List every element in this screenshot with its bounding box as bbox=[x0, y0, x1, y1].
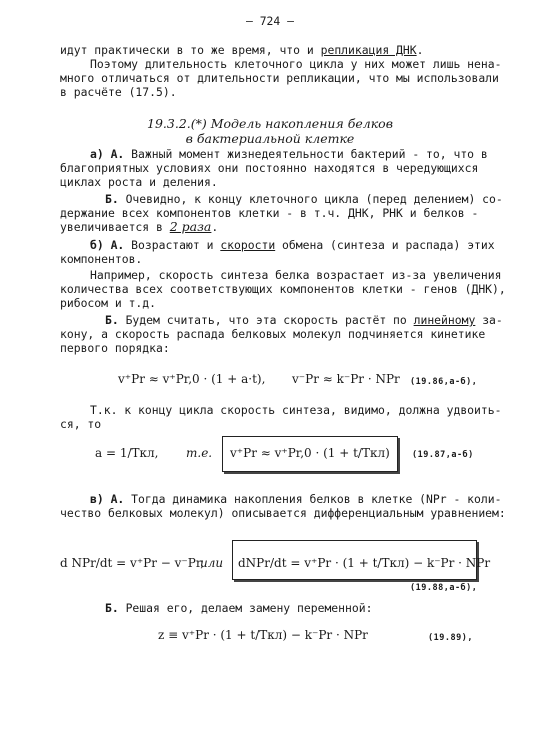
tk-line-2: ся, то bbox=[60, 417, 102, 431]
p1-line-2: Поэтому длительность клеточного цикла у них может лишь нена- bbox=[90, 57, 502, 71]
v-A-line-1 bbox=[90, 492, 501, 506]
eq-19-89-body: z ≡ v⁺Pr · (1 + t/Tкл) − k⁻Pr · NPr bbox=[158, 628, 368, 642]
a-B-label: Б. bbox=[105, 192, 119, 206]
section-title-line-2: в бактериальной клетке bbox=[185, 131, 355, 146]
eq-19-88-boxed: dNPr/dt = v⁺Pr · (1 + t/Tкл) − k⁻Pr · NPr bbox=[238, 556, 491, 570]
eq-19-89-label: (19.89), bbox=[428, 633, 473, 643]
a-B-line-3-end: . bbox=[211, 220, 219, 234]
b-A-line-1-end: обмена (синтеза и распада) этих bbox=[275, 238, 495, 252]
b-B-underlined-term: линейному bbox=[413, 313, 476, 327]
v-B-label: Б. bbox=[105, 601, 119, 615]
eq-19-87-ie: т.е. bbox=[186, 446, 213, 460]
a-B-line-2: держание всех компонентов клетки - в т.ч. ДНК, РНК и белков - bbox=[60, 206, 479, 220]
a-A-line-2: благоприятных условиях они постоянно находятся в чередующихся bbox=[60, 161, 479, 175]
page-number: – 724 – bbox=[245, 14, 294, 28]
a-A-line-3: циклах роста и деления. bbox=[60, 175, 218, 189]
p1-underlined-term: репликация ДНК bbox=[320, 43, 417, 57]
v-A-text: Тогда динамика накопления белков в клетке (NPr - коли- bbox=[131, 492, 502, 506]
v-B-line-1 bbox=[105, 601, 372, 615]
b-A-line-1 bbox=[90, 238, 495, 252]
b-B-line-1-end: за- bbox=[475, 313, 503, 327]
b-A-line-2: компонентов. bbox=[60, 252, 143, 266]
a-A-text: Важный момент жизнедеятельности бактерий - то, что в bbox=[131, 147, 488, 161]
a-B-underlined-term: 2 раза bbox=[169, 219, 212, 234]
p1-line-1-end: . bbox=[416, 43, 424, 57]
b-A-label: б) А. bbox=[90, 238, 125, 252]
p1-line-4: в расчёте (17.5). bbox=[60, 85, 177, 99]
a-B-text: Очевидно, к концу клеточного цикла (перед делением) со- bbox=[125, 192, 503, 206]
b-B-line-2: кону, а скорость распада белковых молекул подчиняется кинетике bbox=[60, 327, 486, 341]
example-line-1: Например, скорость синтеза белка возрастает из-за увеличения bbox=[90, 268, 502, 282]
p1-line-3: много отличаться от длительности репликации, что мы использовали bbox=[60, 71, 499, 85]
p1-line-1-text: идут практически в то же время, что и bbox=[60, 43, 321, 57]
v-B-text: Решая его, делаем замену переменной: bbox=[125, 601, 373, 615]
example-line-2: количества всех соответствующих компонентов клетки - генов (ДНК), bbox=[60, 282, 506, 296]
v-A-line-2: чество белковых молекул) описывается дифференциальным уравнением: bbox=[60, 506, 506, 520]
b-B-label: Б. bbox=[105, 313, 119, 327]
eq-19-86-right: v⁻Pr ≈ k⁻Pr · NPr bbox=[292, 372, 400, 386]
b-A-text: Возрастают и bbox=[131, 238, 221, 252]
eq-19-87-left: a = 1/Tкл, bbox=[95, 446, 159, 460]
a-A-label: а) А. bbox=[90, 147, 125, 161]
b-B-line-3: первого порядка: bbox=[60, 341, 170, 355]
b-B-text: Будем считать, что эта скорость растёт по bbox=[125, 313, 414, 327]
a-B-line-3-text: увеличивается в bbox=[60, 220, 170, 234]
v-A-label: в) А. bbox=[90, 492, 125, 506]
eq-19-88-left: d NPr/dt = v⁺Pr − v⁻Pr, bbox=[60, 556, 205, 570]
eq-19-88-label: (19.88,а-б), bbox=[410, 583, 478, 593]
example-line-3: рибосом и т.д. bbox=[60, 296, 157, 310]
p1-line-1 bbox=[60, 43, 423, 57]
a-B-line-3 bbox=[60, 220, 218, 234]
section-title-line-1: 19.3.2.(*) Модель накопления белков bbox=[147, 116, 393, 131]
eq-19-87-boxed: v⁺Pr ≈ v⁺Pr,0 · (1 + t/Tкл) bbox=[230, 446, 390, 460]
b-A-underlined-term: скорости bbox=[220, 238, 276, 252]
a-A-line-1 bbox=[90, 147, 488, 161]
eq-19-88-or: или bbox=[200, 556, 224, 570]
eq-19-87-label: (19.87,а-б) bbox=[412, 450, 474, 460]
tk-line-1: Т.к. к концу цикла скорость синтеза, видимо, должна удвоить- bbox=[90, 403, 502, 417]
a-B-line-1 bbox=[105, 192, 503, 206]
eq-19-86-label: (19.86,а-б), bbox=[410, 377, 478, 387]
eq-19-86-left: v⁺Pr ≈ v⁺Pr,0 · (1 + a·t), bbox=[118, 372, 266, 386]
b-B-line-1 bbox=[105, 313, 503, 327]
